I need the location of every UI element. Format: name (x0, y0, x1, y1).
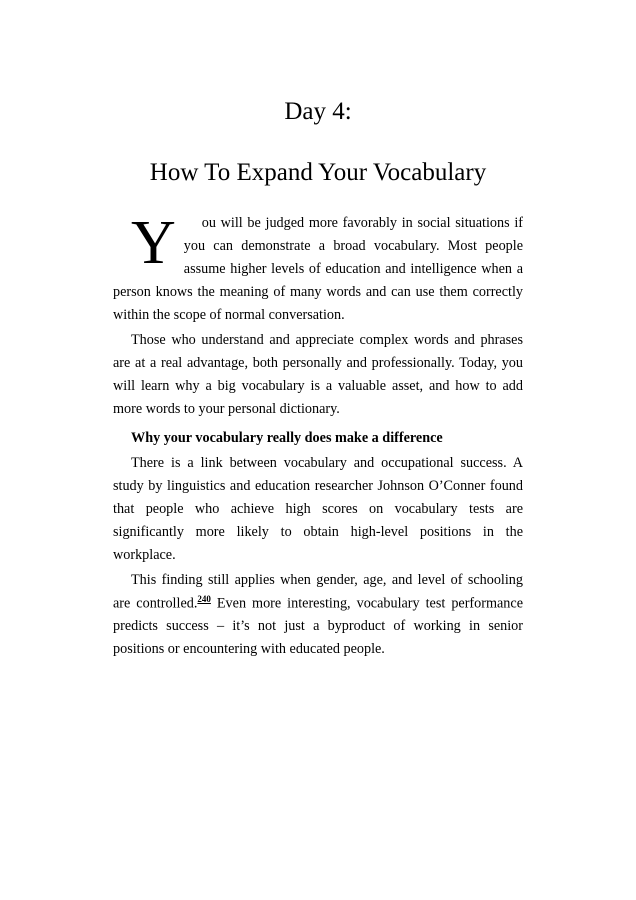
section-subheading: Why your vocabulary really does make a difference (131, 429, 443, 446)
paragraph-finding (113, 569, 523, 662)
paragraph-intro-text: ou will be judged more favorably in social situations if you can demonstrate a broad vocabulary. Most people assume higher levels of education and intelligence when a person knows the meaning of many words and can use them correctly within the scope of normal conversation. (113, 214, 523, 323)
page-title-day: Day 4: (284, 98, 352, 125)
paragraph-finding-text-end: Even more interesting, vocabulary test performance predicts success – it’s not just a byproduct of working in senior positions or encountering with educated people. (113, 595, 523, 658)
paragraph-occupational-success: There is a link between vocabulary and occupational success. A study by linguistics and education researcher Johnson O’Conner found that people who achieve high scores on vocabulary tests are significantly more likely to obtain high-level positions in the workplace. (113, 454, 523, 563)
paragraph-intro (113, 208, 523, 327)
drop-cap-letter: Y (131, 208, 176, 277)
footnote-reference[interactable]: 240 (197, 593, 211, 604)
paragraph-advantage: Those who understand and appreciate complex words and phrases are at a real advantage, both personally and professionally. Today, you will learn why a big vocabulary is a valuable asset, and how to add more words to your personal dictionary. (113, 331, 523, 417)
page-title-chapter: How To Expand Your Vocabulary (149, 159, 487, 186)
paragraph-finding-text-start: This finding still applies when gender, age, and level of schooling are controlled. (113, 571, 523, 612)
